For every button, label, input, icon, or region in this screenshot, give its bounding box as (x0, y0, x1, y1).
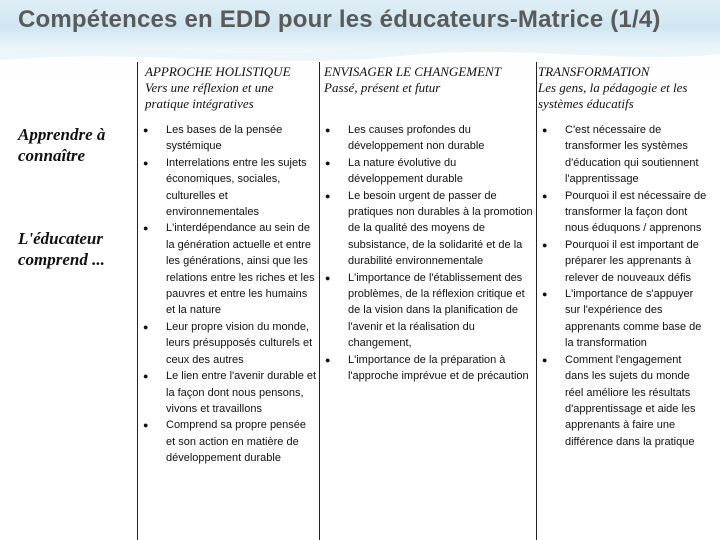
bullet-icon: ● (542, 190, 548, 201)
row-label-educateur: L'éducateur comprend ... (18, 229, 105, 269)
bullet-icon: ● (325, 125, 331, 135)
bullet-icon: ● (143, 420, 149, 431)
list-item: ● Pourquoi il est nécessaire de transformer la façon dont nous éduquons / apprenons (542, 189, 707, 235)
bullet-icon: ● (143, 321, 149, 332)
column-header-holistic (145, 64, 317, 112)
column-subheading: Passé, présent et futur (324, 80, 441, 95)
bullet-icon: ● (325, 190, 331, 201)
bullet-icon: ● (143, 223, 149, 234)
column-header-change (324, 64, 534, 96)
bullet-icon: ● (143, 157, 149, 168)
bullet-icon: ● (325, 272, 331, 283)
column-header-transformation (538, 64, 716, 112)
list-item: ● Les causes profondes du développement non durable (325, 124, 485, 153)
bullet-icon: ● (325, 157, 331, 168)
list-item: ● L'interdépendance au sein de la génération actuelle et entre les générations, ainsi que les relations entre les riches et les pauvres et entre les humains et la nature (143, 222, 315, 317)
column-heading: ENVISAGER LE CHANGEMENT (324, 64, 501, 79)
column-subheading: Vers une réflexion et une pratique intégratives (145, 80, 274, 111)
list-item: ● L'importance de l'établissement des problèmes, de la réflexion critique et de la vision dans la planification de l'avenir et la réalisation du changement, (325, 271, 525, 350)
list-item: ● Le besoin urgent de passer de pratiques non durables à la promotion de la qualité des moyens de subsistance, de la solidarité et de la durabilité environnementale (325, 189, 533, 268)
bullet-icon: ● (325, 354, 331, 365)
column-change-list (322, 122, 534, 385)
bullet-icon: ● (542, 289, 548, 300)
bullet-icon: ● (542, 125, 548, 135)
column-heading: TRANSFORMATION (538, 64, 650, 79)
row-label-apprendre: Apprendre à connaître (18, 125, 106, 165)
bullet-icon: ● (143, 371, 149, 382)
column-transformation-list (539, 122, 707, 450)
list-item: ● L'importance de s'appuyer sur l'expérience des apprenants comme base de la transformation (542, 288, 702, 350)
list-item: ● L'importance de la préparation à l'approche imprévue et de précaution (325, 353, 529, 383)
column-divider-3 (536, 62, 537, 540)
page-title: Compétences en EDD pour les éducateurs-Matrice (1/4) (18, 6, 661, 33)
list-item: ● La nature évolutive du développement durable (325, 156, 463, 186)
list-item: ● Les bases de la pensée systémique (143, 124, 283, 153)
column-subheading: Les gens, la pédagogie et les systèmes éducatifs (538, 80, 688, 111)
list-item: ● C'est nécessaire de transformer les systèmes d'éducation qui soutiennent l'apprentissage (542, 124, 699, 186)
column-divider-1 (137, 62, 138, 540)
bullet-icon: ● (542, 354, 548, 365)
column-holistic-list (140, 122, 318, 467)
column-divider-2 (319, 62, 320, 540)
list-item: ● Comment l'engagement dans les sujets du monde réel améliore les résultats d'apprentissage et aide les apprenants à faire une différence dans la pratique (542, 353, 696, 448)
list-item: ● Le lien entre l'avenir durable et la façon dont nous pensons, vivons et travaillons (143, 370, 317, 415)
list-item: ● Comprend sa propre pensée et son action en matière de développement durable (143, 419, 307, 465)
bullet-icon: ● (143, 125, 149, 135)
column-heading: APPROCHE HOLISTIQUE (145, 64, 291, 79)
list-item: ● Pourquoi il est important de préparer les apprenants à relever de nouveaux défis (542, 238, 699, 284)
bullet-icon: ● (542, 239, 548, 250)
list-item: ● Interrelations entre les sujets économiques, sociales, culturelles et environnementales (143, 156, 307, 219)
list-item: ● Leur propre vision du monde, leurs présupposés culturels et ceux des autres (143, 320, 313, 366)
